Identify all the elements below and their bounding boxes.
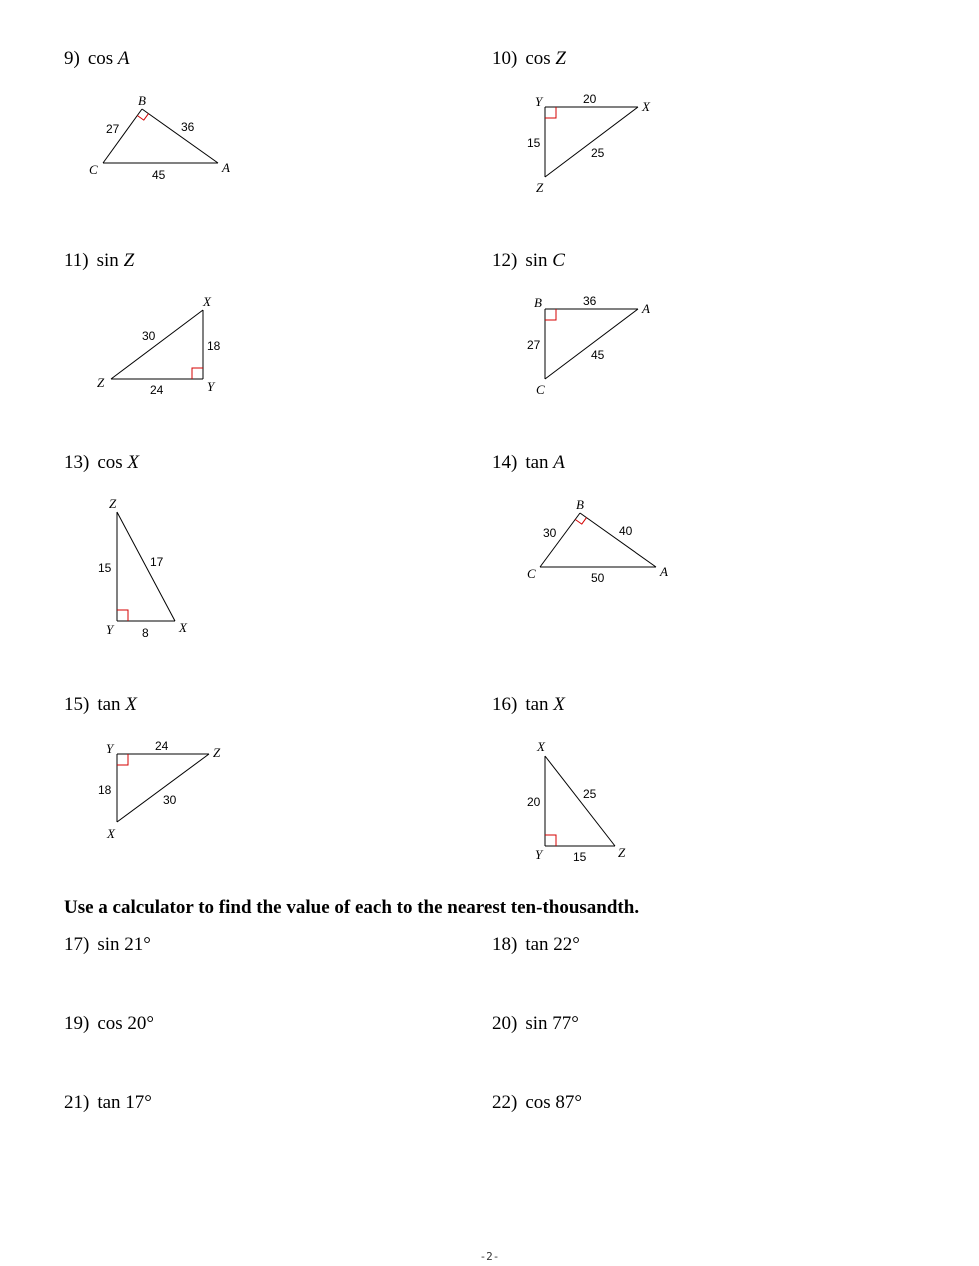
problem-expression: cos 87°: [525, 1092, 583, 1113]
vertex-label: Z: [536, 180, 544, 195]
side-label: 30: [543, 526, 557, 540]
problem-expression: tan 17°: [97, 1092, 152, 1113]
trig-function: sin: [525, 250, 548, 271]
side-label: 15: [98, 561, 112, 575]
problem-expression: sin 21°: [97, 934, 151, 955]
trig-function: cos: [525, 48, 551, 69]
vertex-label: Z: [213, 745, 221, 760]
problem-number: 20): [492, 1013, 518, 1034]
problem-number: 18): [492, 934, 518, 955]
problem-number: 17): [64, 934, 90, 955]
side-label: 36: [181, 120, 195, 134]
vertex-label: Y: [535, 847, 543, 862]
angle-variable: X: [553, 694, 565, 715]
problem-number: 9): [64, 48, 80, 69]
trig-function: cos: [87, 48, 114, 69]
angle-variable: Z: [123, 250, 135, 271]
vertex-label: C: [536, 382, 545, 397]
side-label: 40: [619, 524, 633, 538]
side-label: 24: [150, 383, 164, 397]
vertex-label: Y: [106, 622, 114, 637]
side-label: 27: [106, 122, 120, 136]
problem-expression: cos 20°: [97, 1013, 155, 1034]
problem-number: 12): [492, 250, 518, 271]
side-label: 24: [155, 739, 169, 753]
problem-number: 22): [492, 1092, 518, 1113]
side-label: 45: [591, 348, 605, 362]
problem-19: [64, 1013, 154, 1035]
side-label: 36: [583, 294, 597, 308]
trig-function: cos: [97, 452, 123, 473]
side-label: 50: [591, 571, 605, 585]
right-angle-marker: [117, 610, 128, 621]
triangle-15: [98, 739, 221, 841]
problem-17: [64, 934, 151, 956]
vertex-label: B: [138, 93, 146, 108]
right-angle-marker: [545, 835, 556, 846]
trig-function: tan: [97, 694, 121, 715]
angle-variable: X: [127, 452, 140, 473]
side-label: 8: [142, 626, 149, 640]
problem-21: [64, 1092, 152, 1114]
problem-number: 11): [64, 250, 89, 271]
side-label: 17: [150, 555, 164, 569]
problem-expression: tan 22°: [525, 934, 580, 955]
side-label: 15: [527, 136, 541, 150]
problem-number: 15): [64, 694, 90, 715]
side-label: 18: [98, 783, 112, 797]
vertex-label: Y: [106, 741, 114, 756]
side-label: 30: [142, 329, 156, 343]
problem-20: [492, 1013, 579, 1035]
angle-variable: A: [117, 48, 130, 69]
side-label: 27: [527, 338, 541, 352]
trig-function: tan: [525, 694, 549, 715]
right-angle-marker: [137, 114, 148, 121]
vertex-label: A: [222, 160, 230, 175]
vertex-label: X: [179, 620, 187, 635]
vertex-label: C: [527, 566, 536, 581]
angle-variable: X: [125, 694, 137, 715]
vertex-label: A: [642, 301, 650, 316]
problem-expression: sin 77°: [525, 1013, 579, 1034]
triangle-16: [527, 739, 626, 864]
problem-number: 13): [64, 452, 90, 473]
triangle-10: [527, 92, 651, 195]
vertex-label: Y: [207, 379, 215, 394]
vertex-label: Z: [97, 375, 105, 390]
vertex-label: X: [107, 826, 115, 841]
side-label: 18: [207, 339, 221, 353]
problem-number: 21): [64, 1092, 90, 1113]
right-angle-marker: [117, 754, 128, 765]
side-label: 25: [583, 787, 597, 801]
problem-number: 10): [492, 48, 518, 69]
right-angle-marker: [575, 518, 586, 525]
vertex-label: X: [203, 294, 211, 309]
angle-variable: C: [552, 250, 565, 271]
side-label: 20: [527, 795, 541, 809]
problem-number: 16): [492, 694, 518, 715]
vertex-label: Y: [535, 94, 543, 109]
trig-function: sin: [96, 250, 119, 271]
page-number: -2-: [479, 1250, 500, 1263]
vertex-label: B: [534, 295, 542, 310]
vertex-label: X: [537, 739, 545, 754]
triangle-12: [527, 294, 650, 397]
side-label: 20: [583, 92, 597, 106]
side-label: 30: [163, 793, 177, 807]
vertex-label: B: [576, 497, 584, 512]
triangle-13: [98, 496, 188, 640]
vertex-label: A: [660, 564, 668, 579]
right-angle-marker: [545, 309, 556, 320]
problem-number: 19): [64, 1013, 90, 1034]
problem-18: [492, 934, 580, 956]
angle-variable: A: [553, 452, 565, 473]
triangle-14: [527, 497, 668, 585]
problem-22: [492, 1092, 582, 1114]
vertex-label: X: [642, 99, 650, 114]
triangle-9: [89, 93, 230, 182]
angle-variable: Z: [555, 48, 566, 69]
side-label: 25: [591, 146, 605, 160]
vertex-label: Z: [618, 845, 626, 860]
right-angle-marker: [545, 107, 556, 118]
triangle-11: [97, 294, 221, 397]
side-label: 15: [573, 850, 587, 864]
right-angle-marker: [192, 368, 203, 379]
problem-number: 14): [492, 452, 518, 473]
vertex-label: C: [89, 162, 98, 177]
trig-function: tan: [525, 452, 549, 473]
side-label: 45: [152, 168, 166, 182]
vertex-label: Z: [109, 496, 117, 511]
instructions: Use a calculator to find the value of each to the nearest ten-thousandth.: [64, 897, 640, 918]
